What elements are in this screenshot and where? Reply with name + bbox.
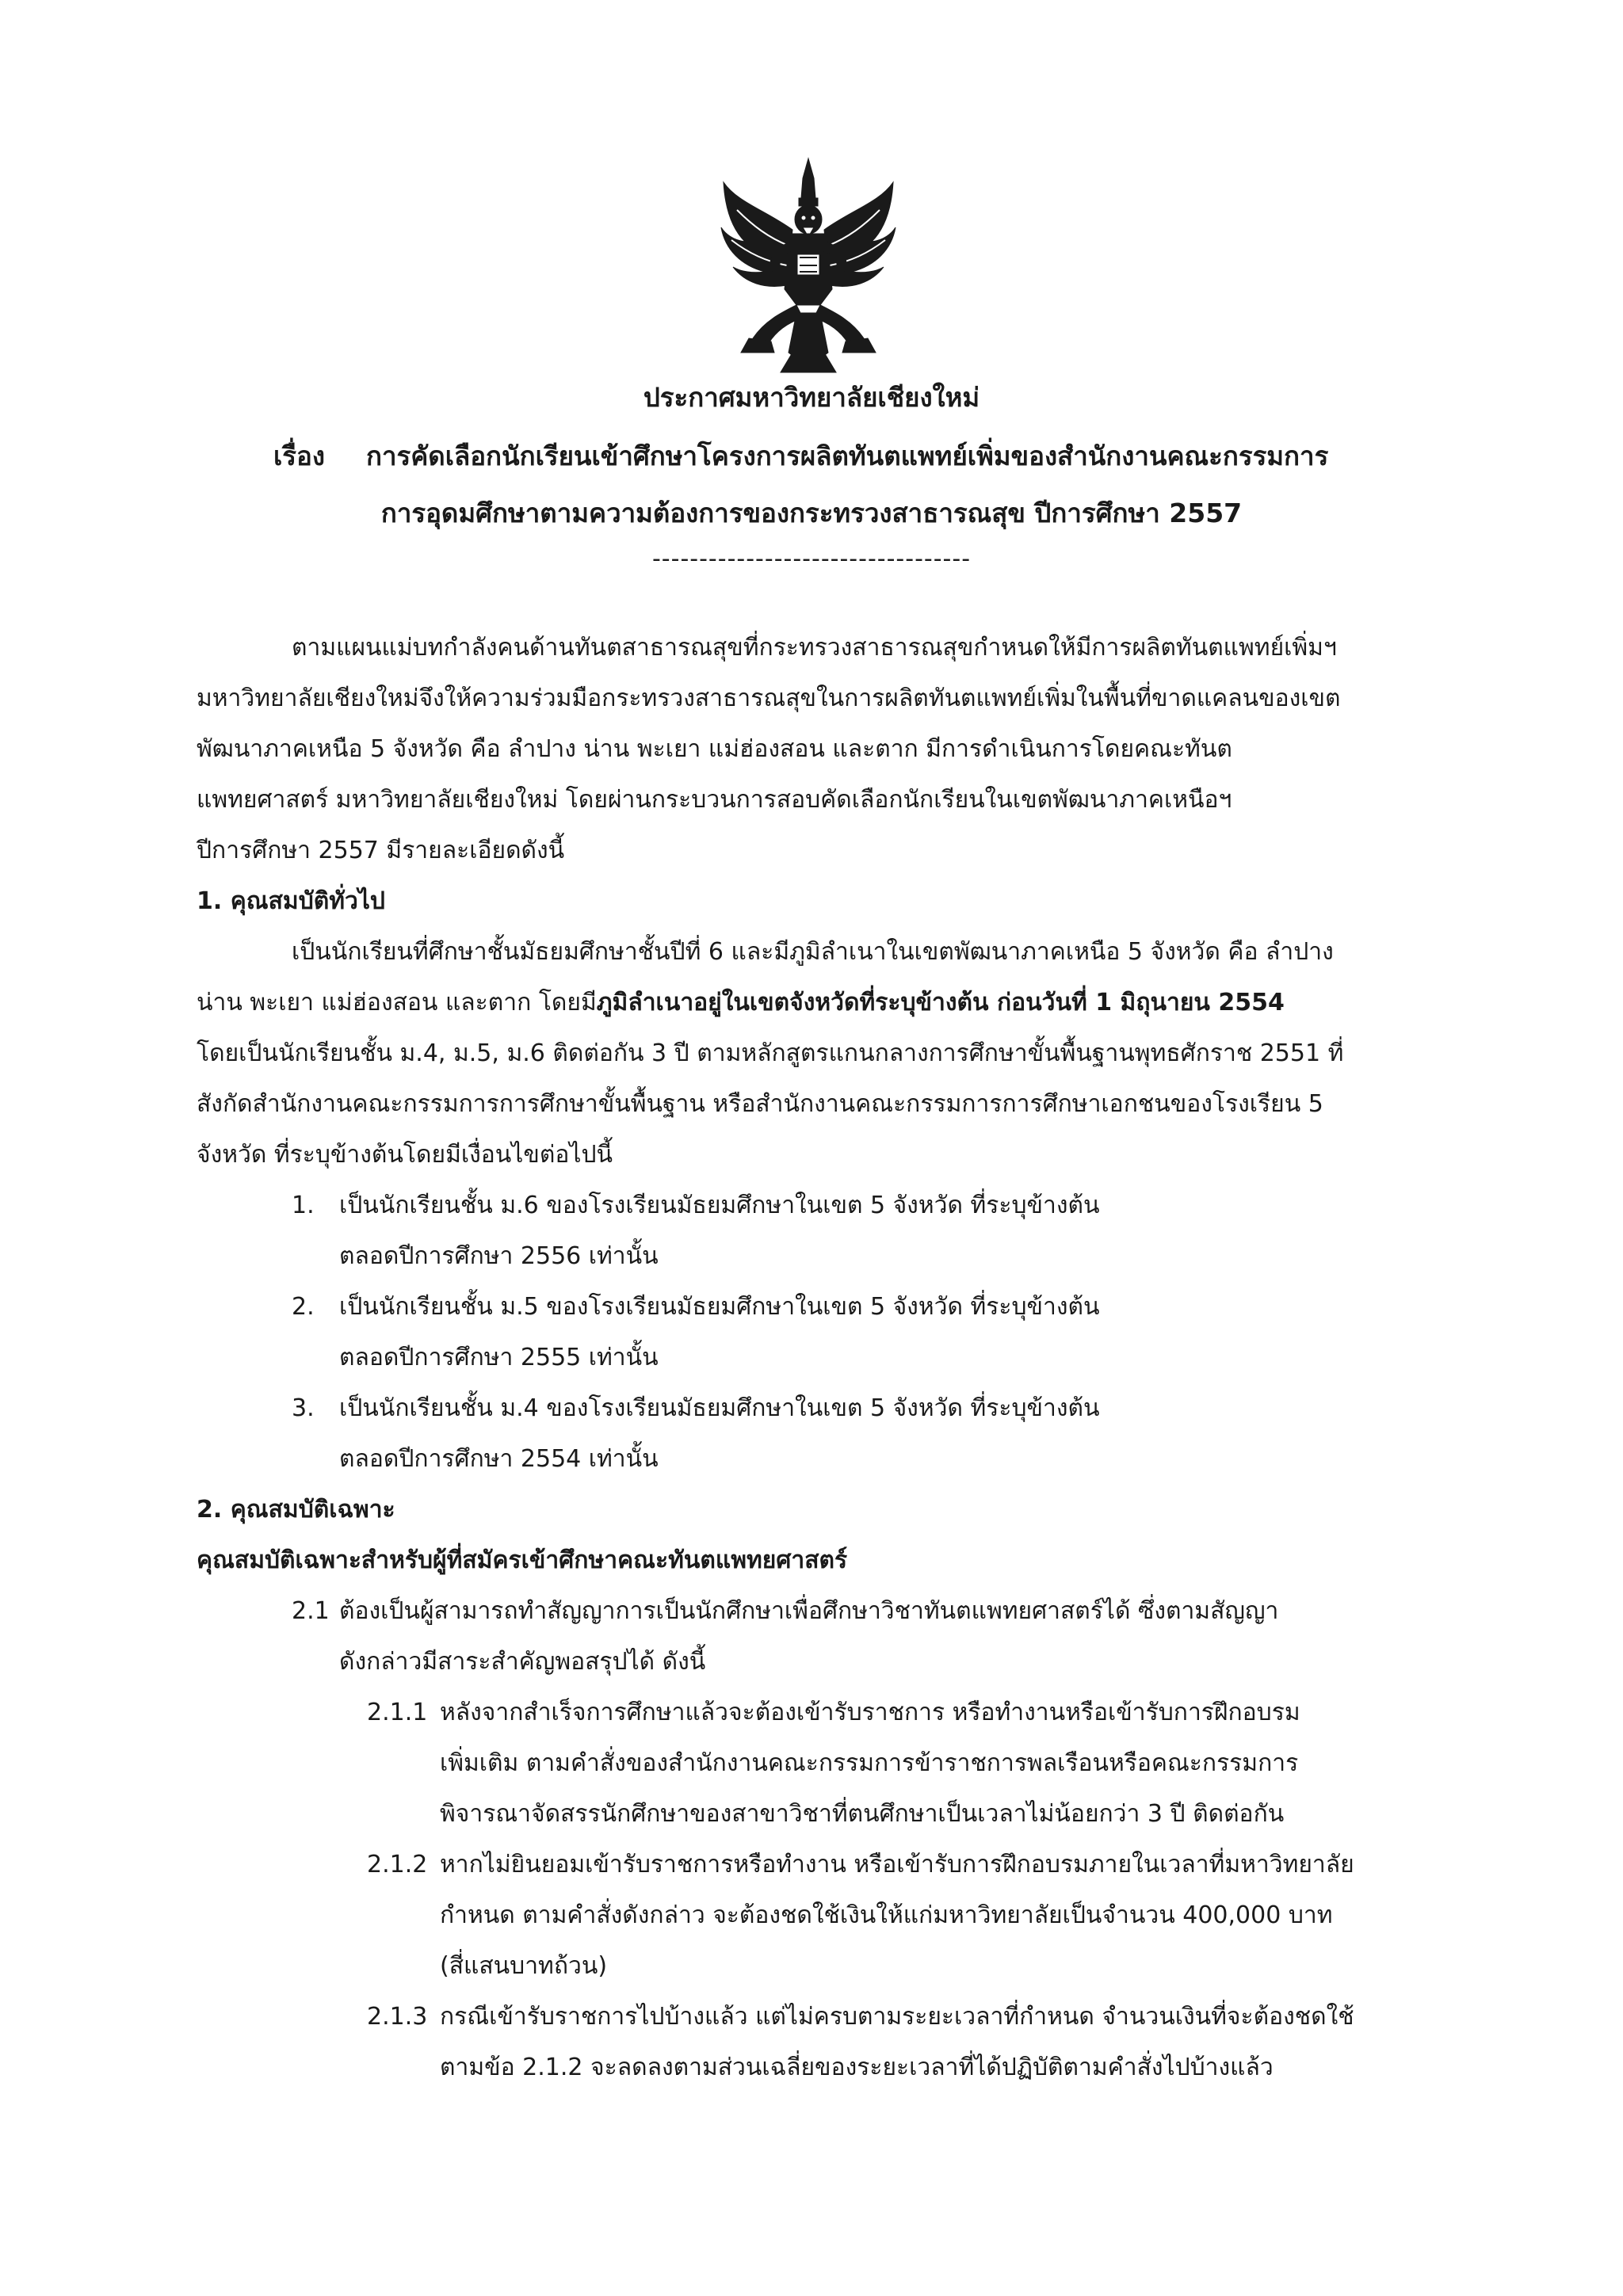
domicile-requirement: ภูมิลำเนาอยู่ในเขตจังหวัดที่ระบุข้างต้น ก่อนวันที่ 1 มิถุนายน 2554 bbox=[596, 989, 1285, 1016]
item-2-1-1-number: 2.1.1 bbox=[367, 1699, 428, 1726]
condition-2-number: 2. bbox=[292, 1293, 315, 1321]
item-2-1-2-line-1: หากไม่ยินยอมเข้ารับราชการหรือทำงาน หรือเข้ารับการฝึกอบรมภายในเวลาที่มหาวิทยาลัย bbox=[440, 1851, 1354, 1878]
item-2-1-2-line-3: (สี่แสนบาทถ้วน) bbox=[440, 1952, 608, 1980]
condition-1-number: 1. bbox=[292, 1192, 315, 1219]
condition-3-number: 3. bbox=[292, 1394, 315, 1422]
section-1-line-1: เป็นนักเรียนที่ศึกษาชั้นมัธยมศึกษาชั้นปีที่ 6 และมีภูมิลำเนาในเขตพัฒนาภาคเหนือ 5 จังหวัด คือ ลำปาง bbox=[292, 938, 1334, 966]
section-1-line-3: โดยเป็นนักเรียนชั้น ม.4, ม.5, ม.6 ติดต่อกัน 3 ปี ตามหลักสูตรแกนกลางการศึกษาขั้นพื้นฐานพุทธศักราช 2551 ที่ bbox=[197, 1039, 1344, 1067]
condition-1-line-1: เป็นนักเรียนชั้น ม.6 ของโรงเรียนมัธยมศึกษาในเขต 5 จังหวัด ที่ระบุข้างต้น bbox=[339, 1192, 1100, 1219]
item-2-1-1-line-2: เพิ่มเติม ตามคำสั่งของสำนักงานคณะกรรมการข้าราชการพลเรือนหรือคณะกรรมการ bbox=[440, 1749, 1299, 1777]
garuda-emblem-icon bbox=[717, 154, 899, 376]
condition-3-line-1: เป็นนักเรียนชั้น ม.4 ของโรงเรียนมัธยมศึกษาในเขต 5 จังหวัด ที่ระบุข้างต้น bbox=[339, 1394, 1100, 1422]
subject-line-1: การคัดเลือกนักเรียนเข้าศึกษาโครงการผลิตทันตแพทย์เพิ่มของสำนักงานคณะกรรมการ bbox=[366, 441, 1329, 471]
intro-line-4: แพทยศาสตร์ มหาวิทยาลัยเชียงใหม่ โดยผ่านกระบวนการสอบคัดเลือกนักเรียนในเขตพัฒนาภาคเหนือฯ bbox=[197, 786, 1232, 814]
intro-line-3: พัฒนาภาคเหนือ 5 จังหวัด คือ ลำปาง น่าน พะเยา แม่ฮ่องสอน และตาก มีการดำเนินการโดยคณะทันต bbox=[197, 735, 1232, 763]
header-divider: ---------------------------------- bbox=[651, 545, 972, 573]
item-2-1-2-line-2: กำหนด ตามคำสั่งดังกล่าว จะต้องชดใช้เงินให้แก่มหาวิทยาลัยเป็นจำนวน 400,000 บาท bbox=[440, 1901, 1333, 1929]
item-2-1-3-line-2: ตามข้อ 2.1.2 จะลดลงตามส่วนเฉลี่ยของระยะเวลาที่ได้ปฏิบัติตามคำสั่งไปบ้างแล้ว bbox=[440, 2054, 1274, 2081]
section-1-line-2-text: น่าน พะเยา แม่ฮ่องสอน และตาก โดยมี bbox=[197, 989, 597, 1016]
section-1-heading: 1. คุณสมบัติทั่วไป bbox=[197, 887, 385, 915]
intro-line-1: ตามแผนแม่บทกำลังคนด้านทันตสาธารณสุขที่กระทรวงสาธารณสุขกำหนดให้มีการผลิตทันตแพทย์เพิ่มฯ bbox=[292, 634, 1337, 662]
section-1-line-4: สังกัดสำนักงานคณะกรรมการการศึกษาขั้นพื้นฐาน หรือสำนักงานคณะกรรมการการศึกษาเอกชนของโรงเรียน 5 bbox=[197, 1090, 1323, 1118]
section-1-line-2 bbox=[197, 987, 1285, 1019]
condition-3-line-2: ตลอดปีการศึกษา 2554 เท่านั้น bbox=[339, 1445, 659, 1473]
item-2-1-line-1: ต้องเป็นผู้สามารถทำสัญญาการเป็นนักศึกษาเพื่อศึกษาวิชาทันตแพทยศาสตร์ได้ ซึ่งตามสัญญา bbox=[339, 1597, 1279, 1625]
item-2-1-1-line-3: พิจารณาจัดสรรนักศึกษาของสาขาวิชาที่ตนศึกษาเป็นเวลาไม่น้อยกว่า 3 ปี ติดต่อกัน bbox=[440, 1800, 1285, 1828]
item-2-1-number: 2.1 bbox=[292, 1597, 330, 1625]
subject-label: เรื่อง bbox=[273, 441, 325, 471]
intro-line-5: ปีการศึกษา 2557 มีรายละเอียดดังนี้ bbox=[197, 837, 565, 864]
item-2-1-3-line-1: กรณีเข้ารับราชการไปบ้างแล้ว แต่ไม่ครบตามระยะเวลาที่กำหนด จำนวนเงินที่จะต้องชดใช้ bbox=[440, 2003, 1354, 2031]
condition-1-line-2: ตลอดปีการศึกษา 2556 เท่านั้น bbox=[339, 1242, 659, 1270]
item-2-1-3-number: 2.1.3 bbox=[367, 2003, 428, 2031]
item-2-1-2-number: 2.1.2 bbox=[367, 1851, 428, 1878]
item-2-1-line-2: ดังกล่าวมีสาระสำคัญพอสรุปได้ ดังนี้ bbox=[339, 1648, 706, 1676]
item-2-1-1-line-1: หลังจากสำเร็จการศึกษาแล้วจะต้องเข้ารับราชการ หรือทำงานหรือเข้ารับการฝึกอบรม bbox=[440, 1699, 1300, 1726]
condition-2-line-2: ตลอดปีการศึกษา 2555 เท่านั้น bbox=[339, 1344, 659, 1371]
announcement-title: ประกาศมหาวิทยาลัยเชียงใหม่ bbox=[643, 382, 980, 413]
subject-line-2: การอุดมศึกษาตามความต้องการของกระทรวงสาธารณสุข ปีการศึกษา 2557 bbox=[380, 498, 1243, 528]
section-2-subheading: คุณสมบัติเฉพาะสำหรับผู้ที่สมัครเข้าศึกษาคณะทันตแพทยศาสตร์ bbox=[197, 1547, 848, 1574]
intro-line-2: มหาวิทยาลัยเชียงใหม่จึงให้ความร่วมมือกระทรวงสาธารณสุขในการผลิตทันตแพทย์เพิ่มในพื้นที่ขาดแคลนของเขต bbox=[197, 685, 1341, 712]
section-2-heading: 2. คุณสมบัติเฉพาะ bbox=[197, 1496, 395, 1524]
condition-2-line-1: เป็นนักเรียนชั้น ม.5 ของโรงเรียนมัธยมศึกษาในเขต 5 จังหวัด ที่ระบุข้างต้น bbox=[339, 1293, 1100, 1321]
section-1-line-5: จังหวัด ที่ระบุข้างต้นโดยมีเงื่อนไขต่อไปนี้ bbox=[197, 1141, 613, 1169]
